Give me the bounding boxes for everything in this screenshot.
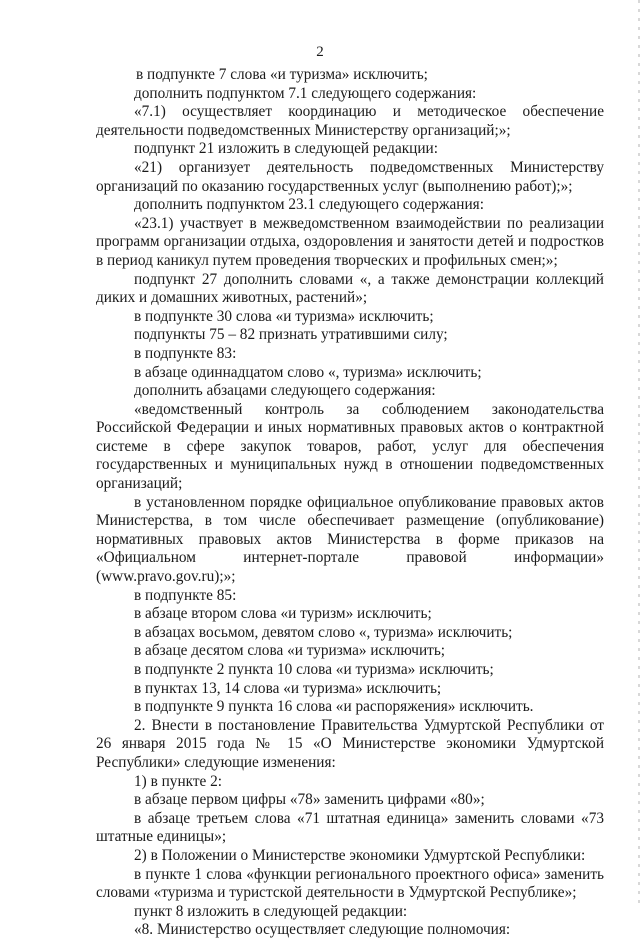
paragraph: 2) в Положении о Министерстве экономики Удмуртской Республики:	[134, 846, 586, 864]
paragraph: в подпункте 9 пункта 16 слова «и распоряжения» исключить.	[134, 698, 534, 716]
paragraph: в абзаце втором слова «и туризм» исключить;	[134, 605, 432, 623]
paragraph: подпункт 21 изложить в следующей редакции:	[134, 140, 438, 158]
paragraph: «23.1) участвует в межведомственном взаимодействии по реализации программ организации отдыха, оздоровления и занятости детей и подростков в период каникул путем проведения творческих и профильных смен;»;	[96, 214, 604, 269]
paragraph: в пунктах 13, 14 слова «и туризма» исключить;	[134, 679, 442, 697]
paragraph: пункт 8 изложить в следующей редакции:	[134, 902, 408, 920]
paragraph: в подпункте 83:	[134, 344, 237, 362]
paragraph: подпункт 27 дополнить словами «, а также демонстрации коллекций диких и домашних животных, растений»;	[96, 270, 604, 307]
paragraph: в подпункте 85:	[134, 586, 237, 604]
paragraph: «ведомственный контроль за соблюдением законодательства Российской Федерации и иных нормативных правовых актов о контрактной системе в сфере закупок товаров, работ, услуг для обеспечения государственных и муниципальных нужд в отношении подведомственных организаций;	[96, 400, 604, 493]
paragraph: дополнить абзацами следующего содержания:	[134, 382, 436, 400]
paragraph: дополнить подпунктом 7.1 следующего содержания:	[134, 84, 477, 102]
paragraph: в абзаце десятом слова «и туризма» исключить;	[134, 642, 446, 660]
paragraph: в абзаце одиннадцатом слово «, туризма» исключить;	[134, 363, 482, 381]
page-number: 2	[316, 44, 324, 60]
paragraph: в абзаце первом цифры «78» заменить цифрами «80»;	[134, 791, 485, 809]
paragraph: «7.1) осуществляет координацию и методическое обеспечение деятельности подведомственных Министерству организаций;»;	[96, 103, 604, 139]
paragraph: 2. Внести в постановление Правительства Удмуртской Республики от 26 января 2015 года № 15 «О Министерстве экономики Удмуртской Республики» следующие изменения:	[96, 716, 604, 771]
paragraph: подпункты 75 – 82 признать утратившими силу;	[134, 326, 448, 344]
paragraph: в подпункте 7 слова «и туризма» исключить;	[136, 66, 428, 83]
paragraph: в абзацах восьмом, девятом слово «, туризма» исключить;	[134, 623, 513, 641]
paragraph: 1) в пункте 2:	[134, 772, 223, 790]
paragraph: дополнить подпунктом 23.1 следующего содержания:	[134, 196, 484, 214]
document-body	[96, 66, 604, 940]
paragraph: «8. Министерство осуществляет следующие полномочия:	[134, 921, 511, 939]
paragraph: в подпункте 30 слова «и туризма» исключить;	[134, 307, 434, 325]
paragraph: в установленном порядке официальное опубликование правовых актов Министерства, в том числе обеспечивает размещение (опубликование) нормативных правовых актов Министерства в форме приказов на «Официальном интернет-портале правовой информации» (www.pravo.gov.ru);»;	[96, 493, 604, 586]
paragraph: в абзаце третьем слова «71 штатная единица» заменить словами «73 штатные единицы»;	[96, 809, 604, 846]
paragraph: «21) организует деятельность подведомственных Министерству организаций по оказанию государственных услуг (выполнению работ);»;	[96, 158, 604, 195]
paragraph: в подпункте 2 пункта 10 слова «и туризма» исключить;	[134, 661, 494, 678]
paragraph: в пункте 1 слова «функции регионального проектного офиса» заменить словами «туризма и туристской деятельности в Удмуртской Республике»;	[96, 865, 604, 902]
